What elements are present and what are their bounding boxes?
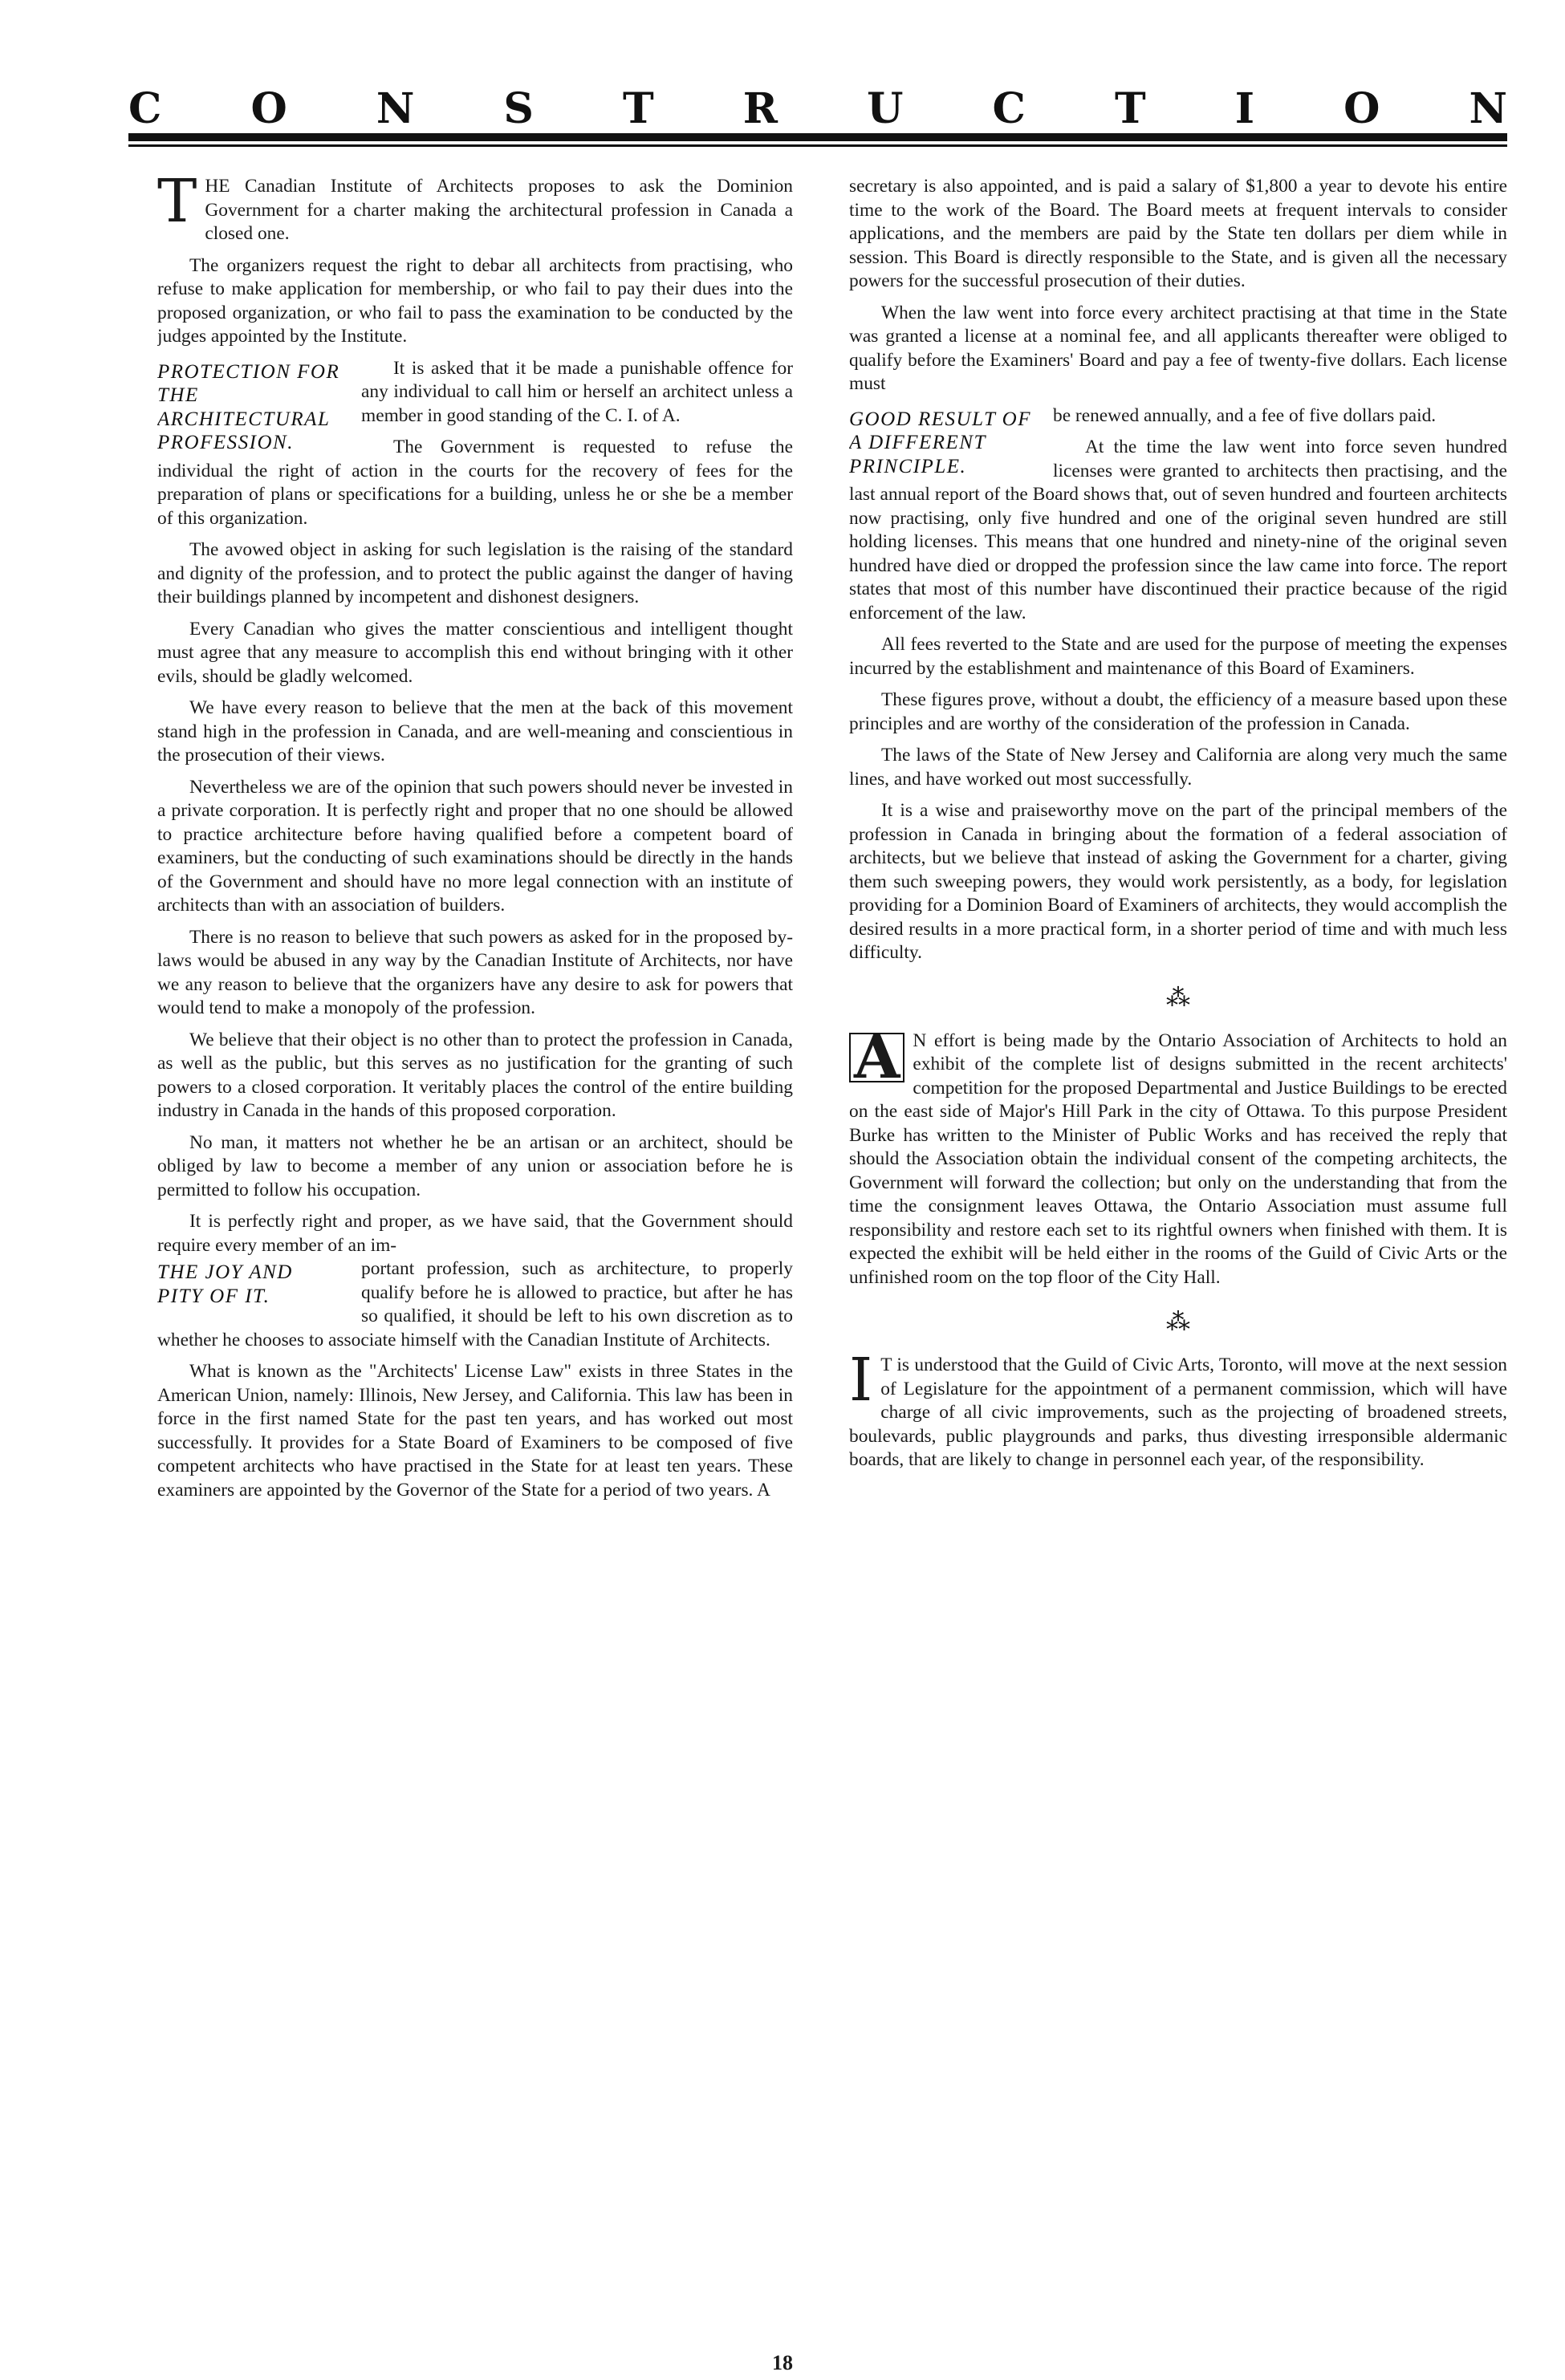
article-paragraph: No man, it matters not whether he be an artisan or an architect, should be obliged by law to become a member of any union or association before he is permitted to follow his occupation.: [157, 1131, 793, 1200]
masthead-rule-thin: [128, 144, 1507, 147]
masthead-letter: U: [867, 83, 904, 133]
drop-cap: I: [849, 1346, 873, 1415]
masthead-letter: O: [1343, 83, 1380, 133]
article-paragraph: [849, 1346, 1507, 1472]
article-paragraph: We believe that their object is no other than to protect the profession in Canada, as well as the public, but this serves as no justification for the granting of such powers to a closed corporation. It veritably places the control of the entire building industry in Canada in the hands of this proposed corporation.: [157, 1029, 793, 1121]
masthead-letter: S: [503, 83, 534, 133]
masthead-rule-thick: [128, 133, 1507, 141]
masthead-letter: R: [742, 83, 778, 133]
masthead-letter: I: [1234, 83, 1255, 133]
side-heading: PROTECTION FOR THE ARCHITECTURAL PROFESSION.: [157, 360, 340, 453]
article-paragraph: secretary is also appointed, and is paid a salary of $1,800 a year to devote his entire time to the work of the Board. The Board meets at frequent intervals to consider applications, and the members are paid by the State ten dollars per diem while in session. This Board is directly responsible to the State, and is given all the necessary powers for the successful prosecution of their duties.: [849, 176, 1507, 291]
article-paragraph: It is asked that it be made a punishable offence for any individual to call him or herself an architect unless a member in good standing of the C. I. of A.: [361, 357, 793, 426]
article-paragraph: We have every reason to believe that the men at the back of this movement stand high in the profession in Canada, and are well-meaning and conscientious in the prosecution of their views.: [157, 697, 793, 766]
drop-cap: A: [849, 1033, 904, 1082]
masthead-letter: O: [250, 83, 287, 133]
article-paragraph: portant profession, such as architecture, to properly qualify before he is allowed to practice, but after he has so qualified, it should be left to his own discretion as to whether he chooses to associate himself with the Canadian Institute of Architects.: [157, 1258, 793, 1350]
masthead-letter: T: [1114, 83, 1146, 133]
article-paragraph: [157, 175, 793, 246]
article-paragraph: What is known as the "Architects' License Law" exists in three States in the American Union, namely: Illinois, New Jersey, and California. This law has been in force in the first named State for the past ten years, and has worked out most successfully. It provides for a State Board of Examiners to be composed of five competent architects who have practised in the State for at least ten years. These examiners are appointed by the Governor of the State for a period of two years. A: [157, 1361, 793, 1501]
article-paragraph: Nevertheless we are of the opinion that such powers should never be invested in a private corporation. It is perfectly right and proper that no one should be allowed to practice architecture before having qualified before a competent board of examiners, but the conducting of such examinations should be directly in the hands of the Government and should have no more legal connection with an institute of architects than with an association of builders.: [157, 776, 793, 916]
right-column: [849, 175, 1507, 2309]
page-number: 18: [772, 2351, 793, 2374]
paragraph-text: HE Canadian Institute of Architects proposes to ask the Dominion Government for a charter making the architectural profession in Canada a closed one.: [205, 176, 793, 244]
paragraph-text: N effort is being made by the Ontario Association of Architects to hold an exhibit of the complete list of designs submitted in the recent architects' competition for the proposed Departmental and Justice Buildings to be erected on the east side of Major's Hill Park in the city of Ottawa. To this purpose President Burke has written to the Minister of Public Works and has received the reply that should the Association obtain the individual consent of the competing architects, the Government will forward the collection; but only on the understanding that from the time the consignment leaves Ottawa, the Ontario Association must assume full responsibility and restore each set to its rightful owners when finished with them. It is expected the exhibit will be held either in the rooms of the Guild of Civic Arts or the unfinished room on the top floor of the City Hall.: [849, 1030, 1507, 1288]
article-paragraph: It is a wise and praiseworthy move on the part of the principal members of the profession in Canada in bringing about the formation of a federal association of architects, but we believe that instead of asking the Government for a charter, giving them such sweeping powers, they would work persistently, as a body, for legislation providing for a Dominion Board of Examiners of architects, they would accomplish the desired results in a more practical form, in a shorter period of time and with much less difficulty.: [849, 800, 1507, 963]
left-column: [157, 175, 793, 2309]
article-paragraph: When the law went into force every architect practising at that time in the State was granted a license at a nominal fee, and all applicants thereafter were obliged to qualify before the Examiners' Board and pay a fee of twenty-five dollars. Each license must: [849, 302, 1507, 394]
article-paragraph: [849, 1022, 1507, 1290]
article-paragraph: There is no reason to believe that such powers as asked for in the proposed by-laws would be abused in any way by the Canadian Institute of Architects, nor have we any reason to believe that the organizers have any desire to ask for powers that would tend to make a monopoly of the profession.: [157, 926, 793, 1018]
masthead-letter: N: [376, 83, 415, 133]
masthead-title: [128, 83, 1507, 133]
article-paragraph: All fees reverted to the State and are used for the purpose of meeting the expenses incurred by the establishment and maintenance of this Board of Examiners.: [849, 634, 1507, 679]
drop-cap: T: [157, 175, 197, 236]
side-heading: GOOD RESULT OF A DIFFERENT PRINCIPLE.: [849, 408, 1031, 477]
section-separator: ⁂: [1166, 984, 1190, 1011]
article-paragraph: The organizers request the right to debar all architects from practising, who refuse to make application for membership, or who fail to pay their dues into the proposed organization, or who fail to pass the examination to be conducted by the judges appointed by the Institute.: [157, 254, 793, 347]
article-paragraph: At the time the law went into force seven hundred licenses were granted to architects then practising, and the last annual report of the Board shows that, out of seven hundred and fourteen architects now practising, only five hundred and one of the original seven hundred are still holding licenses. This means that one hundred and ninety-nine of the original seven hundred have died or dropped the profession since the law came into force. The report states that most of this number have discontinued their practice because of the rigid enforcement of the law.: [849, 437, 1507, 623]
masthead-letter: T: [623, 83, 654, 133]
article-paragraph: The Government is requested to refuse the individual the right of action in the courts for the recovery of fees for the preparation of plans or specifications for a building, unless he or she be a member of this organization.: [157, 437, 793, 529]
article-paragraph: The laws of the State of New Jersey and California are along very much the same lines, and have worked out most successfully.: [849, 745, 1507, 790]
masthead-letter: N: [1469, 83, 1507, 133]
masthead-letter: C: [992, 83, 1026, 133]
paragraph-text: T is understood that the Guild of Civic Arts, Toronto, will move at the next session of Legislature for the appointment of a permanent commission, which will have charge of all civic improvements, such as the projecting of broadened streets, boulevards, public playgrounds and parks, thus divesting irresponsible aldermanic boards, that are likely to change in personnel each year, of the responsibility.: [849, 1354, 1507, 1470]
article-paragraph: It is perfectly right and proper, as we have said, that the Government should require every member of an im-: [157, 1211, 793, 1256]
section-separator: ⁂: [1166, 1309, 1190, 1335]
article-paragraph: These figures prove, without a doubt, the efficiency of a measure based upon these principles and are worthy of the consideration of the profession in Canada.: [849, 689, 1507, 734]
article-paragraph: Every Canadian who gives the matter conscientious and intelligent thought must agree that any measure to accomplish this end without bringing with it other evils, should be gladly welcomed.: [157, 618, 793, 687]
side-heading: THE JOY AND PITY OF IT.: [157, 1261, 293, 1307]
masthead-letter: C: [128, 83, 162, 133]
article-paragraph: The avowed object in asking for such legislation is the raising of the standard and dignity of the profession, and to protect the public against the danger of having their buildings planned by incompetent and dishonest designers.: [157, 539, 793, 607]
article-paragraph: be renewed annually, and a fee of five dollars paid.: [1053, 404, 1437, 426]
